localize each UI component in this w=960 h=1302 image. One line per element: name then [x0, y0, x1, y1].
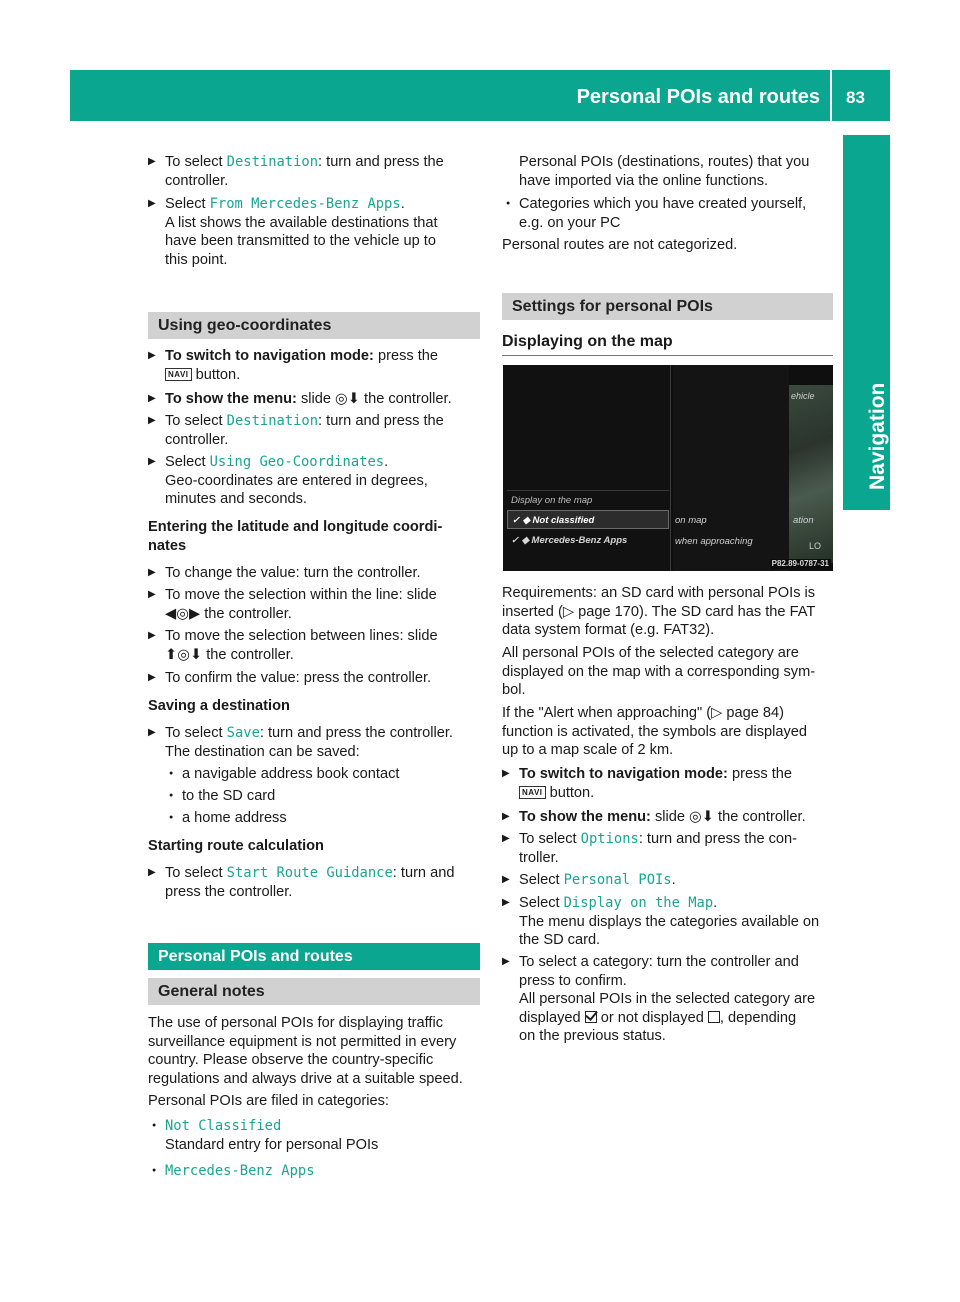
menu-item-start-route: Start Route Guidance [226, 865, 393, 881]
step-select-options: ▶ To select Options: turn and press the con- troller. [502, 830, 836, 867]
section-heading-general: General notes [148, 978, 480, 1005]
menu-item-from-apps: From Mercedes-Benz Apps [209, 196, 401, 212]
screen-map-label: ehicle [791, 391, 815, 401]
menu-item-destination: Destination [226, 154, 319, 170]
step-select-category: ▶ To select a category: turn the controller and press to confirm. All personal POIs in the selected category are displayed or not displayed , depending on the previous status. [502, 953, 836, 1046]
menu-item-options: Options [580, 831, 639, 847]
section-heading-personal-pois: Personal POIs and routes [148, 943, 480, 970]
step-confirm-value: ▶ To confirm the value: press the controller. [148, 669, 482, 688]
display-screenshot [503, 365, 833, 571]
paragraph-categories: Personal POIs are filed in categories: [148, 1093, 389, 1109]
step-move-between-lines: ▶ To move the selection between lines: slide ⬆◎⬇ the controller. [148, 627, 482, 664]
step-show-menu: ▶ To show the menu: slide ◎⬇ the controller. [148, 390, 482, 409]
save-option-address-book: ● a navigable address book contact [165, 765, 485, 784]
checkbox-checked-icon [585, 1011, 597, 1023]
paragraph-alert: If the "Alert when approaching" (▷ page 84) function is activated, the symbols are displayed up to a map scale of 2 km. [502, 705, 808, 758]
paragraph-requirements: Requirements: an SD card with personal POIs is inserted (▷ page 170). The SD card has the FAT data system format (e.g. FAT32). [502, 585, 816, 638]
paragraph-all-pois: All personal POIs of the selected category are displayed on the map with a corresponding sym- bol. [502, 645, 816, 698]
subheading-saving: Saving a destination [148, 698, 290, 714]
screen-mid-label-2: when approaching [675, 536, 753, 547]
save-option-home: ● a home address [165, 809, 485, 828]
menu-item-geo-coordinates: Using Geo-Coordinates [209, 454, 385, 470]
step-select-personal-pois: ▶ Select Personal POIs. [502, 871, 836, 890]
subheading-route-calc: Starting route calculation [148, 838, 324, 854]
subheading-lat-long: Entering the latitude and longitude coordi- nates [148, 519, 443, 554]
step-select-from-apps: ▶ Select From Mercedes-Benz Apps. A list shows the available destinations that have been transmitted to the vehicle up to this point. [148, 195, 482, 269]
page-number: 83 [846, 88, 865, 107]
screen-mid-label-1: on map [675, 515, 707, 526]
screen-menu-title: Display on the map [507, 490, 669, 509]
navi-button-icon-2: NAVI [519, 786, 546, 799]
screen-row-mercedes-apps: ✓ ◆ Mercedes-Benz Apps [511, 535, 628, 546]
step-select-display-map: ▶ Select Display on the Map. The menu displays the categories available on the SD card. [502, 894, 836, 950]
header-divider [830, 70, 832, 121]
menu-item-save: Save [226, 725, 260, 741]
step-start-route: ▶ To select Start Route Guidance: turn and press the controller. [148, 864, 482, 901]
section-heading-geo: Using geo-coordinates [148, 312, 480, 339]
step-switch-nav-mode: ▶ To switch to navigation mode: press the NAVI button. [148, 347, 482, 384]
step-select-destination: ▶ To select Destination: turn and press the controller. [148, 153, 482, 190]
menu-item-display-map: Display on the Map [563, 895, 714, 911]
step-select-destination-2: ▶ To select Destination: turn and press the controller. [148, 412, 482, 449]
step-show-menu-2: ▶ To show the menu: slide ◎⬇ the controller. [502, 808, 836, 827]
menu-item-destination-2: Destination [226, 413, 319, 429]
page-title: Personal POIs and routes [576, 86, 820, 108]
checkbox-empty-icon [708, 1011, 720, 1023]
category-self-created: ● Categories which you have created yourself, e.g. on your PC [502, 195, 836, 232]
paragraph-routes: Personal routes are not categorized. [502, 237, 738, 253]
screen-map-label-2: ation [793, 515, 814, 526]
screen-row-not-classified: ✓ ◆ Not classified [507, 510, 669, 529]
step-change-value: ▶ To change the value: turn the controller. [148, 564, 482, 583]
step-switch-nav-mode-2: ▶ To switch to navigation mode: press the NAVI button. [502, 765, 836, 802]
screen-map-scale: LO [809, 541, 822, 551]
section-heading-settings: Settings for personal POIs [502, 293, 833, 320]
navi-button-icon: NAVI [165, 368, 192, 381]
step-select-geo: ▶ Select Using Geo-Coordinates. Geo-coordinates are entered in degrees, minutes and seconds. [148, 453, 482, 509]
save-option-sd-card: ● to the SD card [165, 787, 485, 806]
category-desc-imported: Personal POIs (destinations, routes) that you have imported via the online functions. [519, 154, 810, 189]
screen-image-code: P82.89-0787-31 [771, 559, 829, 568]
heading-rule [502, 355, 833, 356]
step-select-save: ▶ To select Save: turn and press the controller. The destination can be saved: [148, 724, 488, 761]
paragraph-general-notes: The use of personal POIs for displaying traffic surveillance equipment is not permitted in every country. Please observe the country-specific regulations and always drive at a suitable speed. [148, 1015, 463, 1087]
step-move-within-line: ▶ To move the selection within the line: slide ◀◎▶ the controller. [148, 586, 482, 623]
menu-item-personal-pois: Personal POIs [563, 872, 672, 888]
category-not-classified: ● Not Classified Standard entry for personal POIs [148, 1117, 482, 1154]
subheading-display-map: Displaying on the map [502, 333, 673, 350]
side-tab-label: Navigation [866, 382, 889, 490]
category-mercedes-apps: ● Mercedes-Benz Apps [148, 1162, 482, 1181]
